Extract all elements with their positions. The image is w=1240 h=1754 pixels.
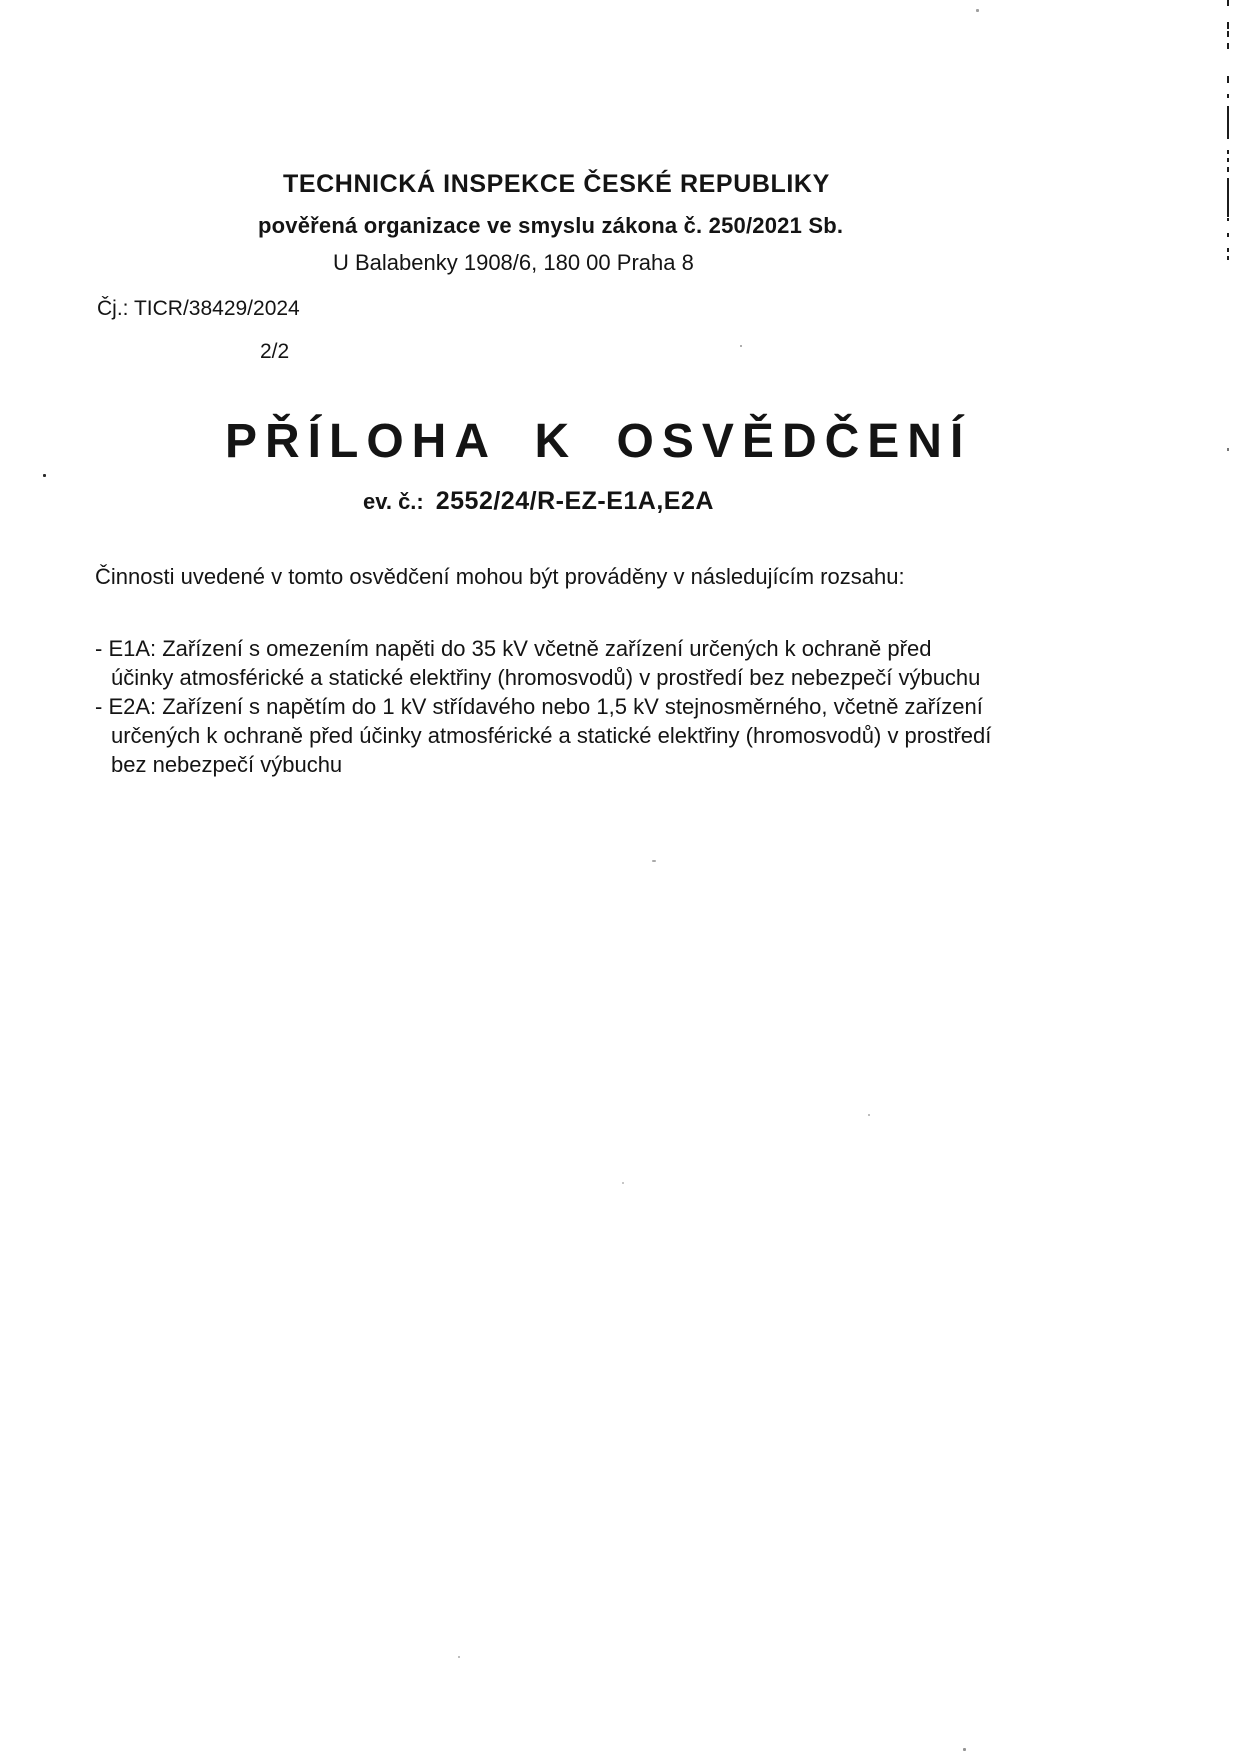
- page-number: 2/2: [260, 340, 290, 363]
- scan-artifact-speck: [652, 860, 656, 862]
- scan-artifact-speck: [740, 345, 742, 347]
- scan-artifact-speck: [622, 1182, 624, 1184]
- scope-item-e2a-line: určených k ochraně před účinky atmosférické a statické elektřiny (hromosvodů) v prostředí: [111, 723, 992, 748]
- scan-artifact-speck: [43, 474, 46, 477]
- reference-number: Čj.: TICR/38429/2024: [97, 297, 300, 320]
- ev-number-row: [363, 487, 714, 516]
- document-title: PŘÍLOHA K OSVĚDČENÍ: [225, 415, 972, 468]
- scope-item-e1a-line: účinky atmosférické a statické elektřiny (hromosvodů) v prostředí bez nebezpečí výbuchu: [111, 665, 981, 690]
- scan-artifact-speck: [976, 9, 979, 12]
- scan-artifact-speck: [458, 1656, 460, 1658]
- scope-item-e2a-line: - E2A: Zařízení s napětím do 1 kV střídavého nebo 1,5 kV stejnosměrného, včetně zařízení: [95, 694, 983, 719]
- scan-artifact-right-edge: [1227, 0, 1230, 1754]
- org-name: TECHNICKÁ INSPEKCE ČESKÉ REPUBLIKY: [283, 170, 830, 198]
- scan-artifact-speck: [868, 1114, 870, 1116]
- scope-item-e2a-line: bez nebezpečí výbuchu: [111, 752, 343, 777]
- org-subtitle: pověřená organizace ve smyslu zákona č. 250/2021 Sb.: [258, 213, 844, 238]
- scope-intro: Činnosti uvedené v tomto osvědčení mohou být prováděny v následujícím rozsahu:: [95, 564, 905, 589]
- ev-number-label: ev. č.:: [363, 489, 424, 514]
- ev-number-value: 2552/24/R-EZ-E1A,E2A: [435, 487, 714, 515]
- scope-item-e1a-line: - E1A: Zařízení s omezením napěti do 35 kV včetně zařízení určených k ochraně před: [95, 636, 932, 661]
- scope-list: [95, 634, 991, 779]
- scan-artifact-speck: [963, 1748, 966, 1751]
- org-address: U Balabenky 1908/6, 180 00 Praha 8: [333, 250, 694, 275]
